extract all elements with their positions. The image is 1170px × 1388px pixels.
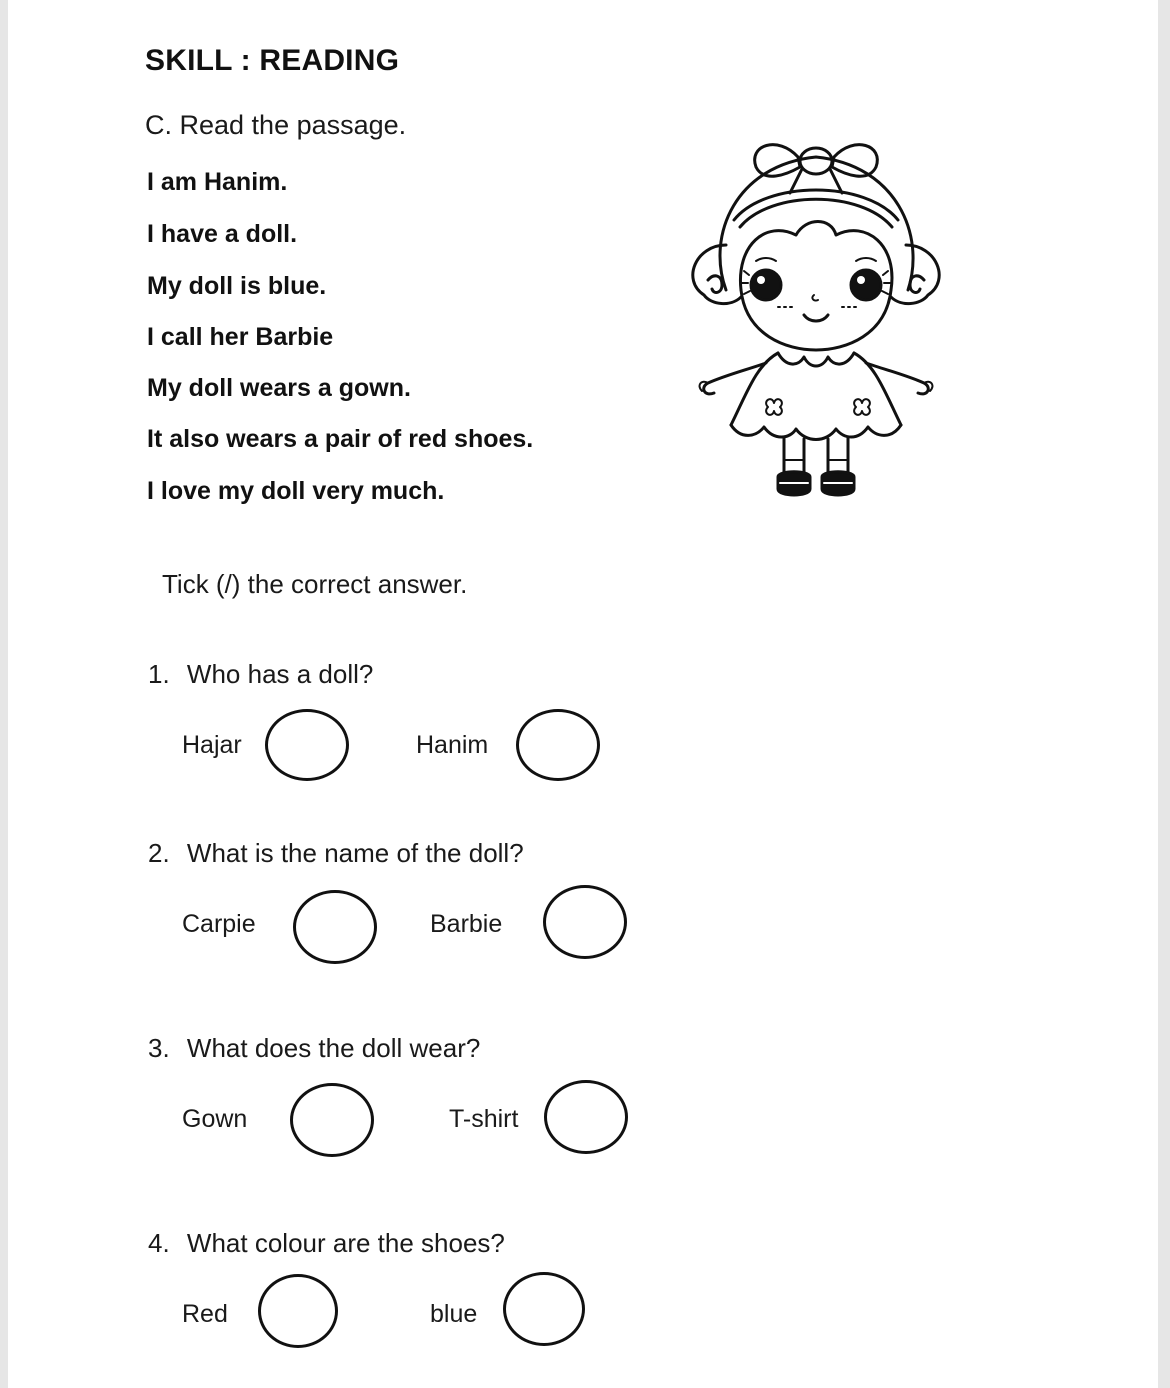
passage-line: I love my doll very much. [147,477,445,505]
answer-circle-q1-b[interactable] [516,709,600,781]
question-1 [148,659,373,690]
option-label: Hajar [182,731,242,759]
question-text: Who has a doll? [186,659,374,689]
passage-line: My doll is blue. [147,272,327,300]
option-label: Carpie [182,910,256,938]
passage-line: I have a doll. [147,220,298,248]
tick-instruction: Tick (/) the correct answer. [162,569,468,599]
answer-circle-q1-a[interactable] [265,709,349,781]
doll-illustration [686,125,946,515]
question-4 [148,1228,505,1259]
read-instruction: C. Read the passage. [145,110,407,140]
passage-line: My doll wears a gown. [147,374,411,402]
answer-circle-q4-b[interactable] [503,1272,585,1346]
option-label: T-shirt [449,1105,519,1133]
option-label: Red [182,1300,228,1328]
answer-circle-q2-a[interactable] [293,890,377,964]
answer-circle-q3-b[interactable] [544,1080,628,1154]
option-label: blue [430,1300,478,1328]
question-number: 2. [148,838,170,868]
question-text: What does the doll wear? [186,1033,481,1063]
question-number: 4. [148,1228,170,1258]
question-text: What colour are the shoes? [186,1228,505,1258]
skill-title: SKILL : READING [145,44,400,77]
question-2 [148,838,524,869]
question-3 [148,1033,480,1064]
answer-circle-q2-b[interactable] [543,885,627,959]
passage-line: I call her Barbie [147,323,334,351]
option-label: Hanim [416,731,489,759]
passage-line: It also wears a pair of red shoes. [147,425,534,453]
question-number: 3. [148,1033,170,1063]
question-number: 1. [148,659,170,689]
option-label: Barbie [430,910,503,938]
passage-line: I am Hanim. [147,168,288,196]
answer-circle-q4-a[interactable] [258,1274,338,1348]
option-label: Gown [182,1105,248,1133]
answer-circle-q3-a[interactable] [290,1083,374,1157]
question-text: What is the name of the doll? [186,838,524,868]
worksheet-page [8,0,1158,1388]
